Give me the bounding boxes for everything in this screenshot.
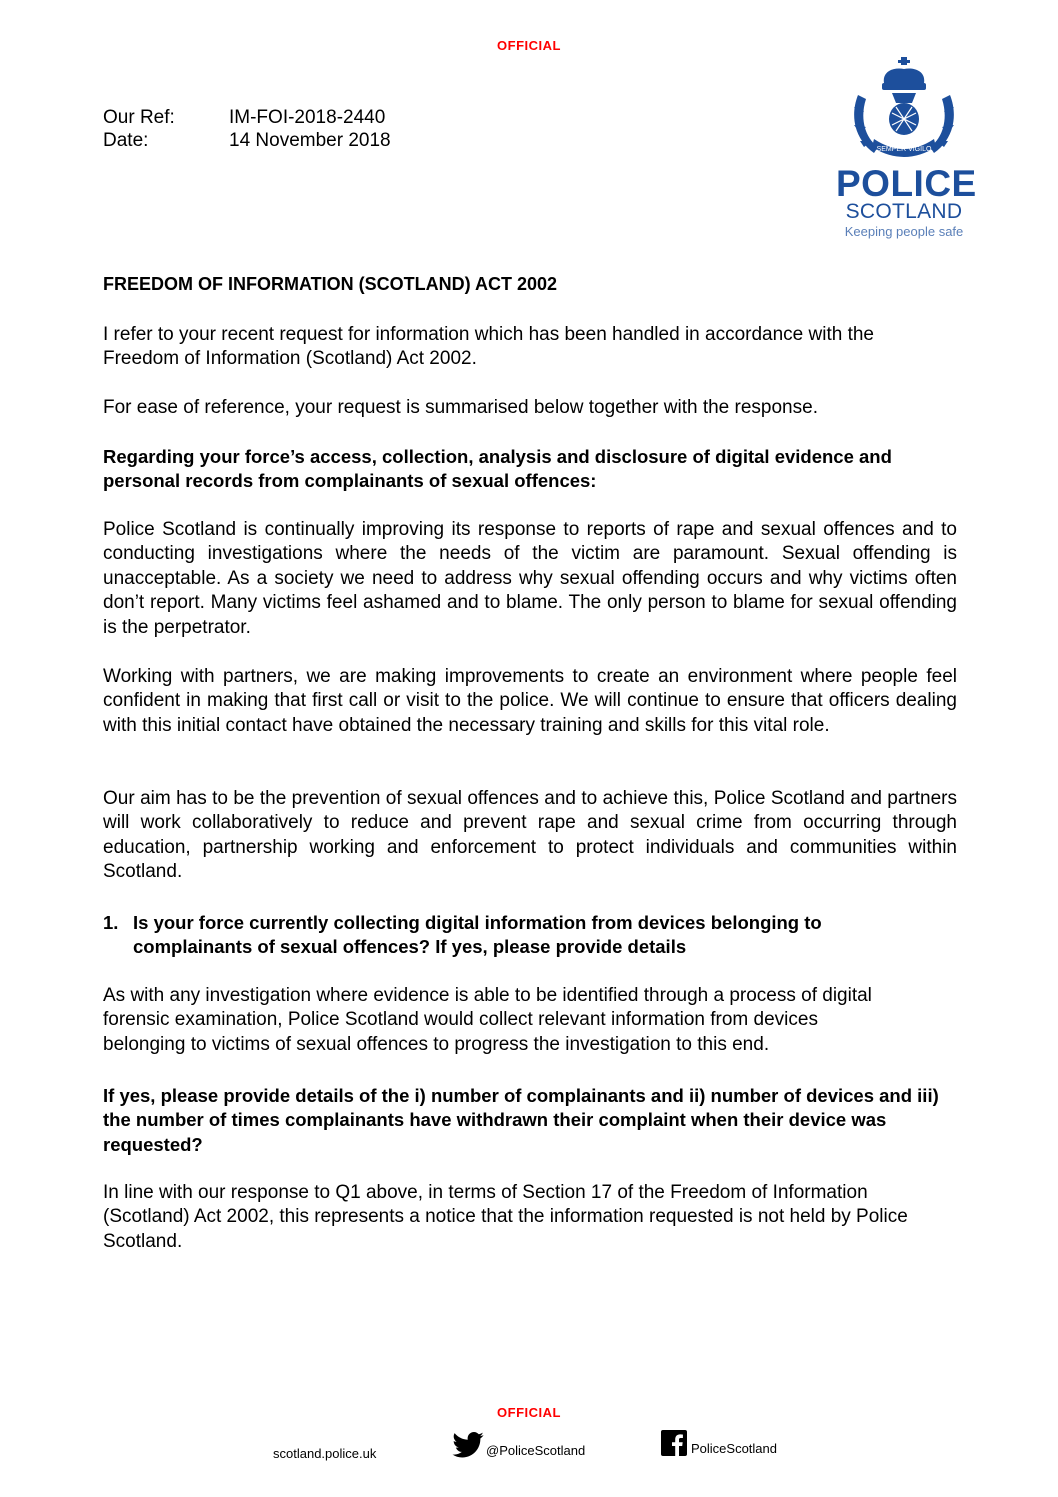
answer-1b: In line with our response to Q1 above, in terms of Section 17 of the Freedom of Information (Scotland) Act 2002, this represents a notice that the information requested is not held by Police Scotland.	[103, 1182, 908, 1252]
classification-footer: OFFICIAL	[497, 1405, 561, 1420]
logo-tagline: Keeping people safe	[844, 224, 964, 239]
reference-row	[103, 106, 385, 130]
logo-scotland-text: SCOTLAND	[845, 200, 963, 223]
answer-1: As with any investigation where evidence is able to be identified through a process of digital forensic examination, Police Scotland would collect relevant information from devices belonging to victims of sexual offences to progress the investigation to this end.	[103, 985, 872, 1055]
date-label: Date:	[103, 130, 149, 151]
question-1-number: 1.	[103, 912, 119, 933]
logo-police-text: POLICE	[836, 163, 977, 204]
footer-website-link[interactable]: scotland.police.uk	[273, 1446, 377, 1461]
motto-text: SEMPER VIGILO	[876, 146, 932, 153]
intro-paragraph-2: For ease of reference, your request is summarised below together with the response.	[103, 397, 818, 418]
intro-paragraph-1: I refer to your recent request for information which has been handled in accordance with the Freedom of Information (Scotland) Act 2002.	[103, 324, 874, 370]
footer-facebook-link[interactable]	[661, 1430, 777, 1456]
date-value: 14 November 2018	[229, 130, 391, 151]
police-scotland-logo	[836, 55, 977, 241]
our-ref-value: IM-FOI-2018-2440	[229, 107, 386, 128]
facebook-icon	[661, 1430, 687, 1456]
facebook-name: PoliceScotland	[691, 1441, 777, 1456]
question-1-text: Is your force currently collecting digital information from devices belonging to complainants of sexual offences? If yes, please provide details	[133, 912, 822, 958]
context-paragraph-1: Police Scotland is continually improving its response to reports of rape and sexual offences and to conducting investigations where the needs of the victim are paramount. Sexual offending is unacceptable. As a society we need to address why sexual offending occurs and why victims often don’t report. Many victims feel ashamed and to blame. The only person to blame for sexual offending is the perpetrator.	[103, 519, 957, 638]
twitter-bird-icon	[452, 1432, 484, 1458]
twitter-handle: @PoliceScotland	[486, 1443, 586, 1458]
context-paragraph-2: Working with partners, we are making improvements to create an environment where people feel confident in making that first call or visit to the police. We will continue to ensure that officers dealing with this initial contact have obtained the necessary training and skills for this vital role.	[103, 666, 957, 736]
question-1	[103, 911, 943, 960]
document-title: FREEDOM OF INFORMATION (SCOTLAND) ACT 2002	[103, 274, 557, 294]
crest-icon	[844, 55, 964, 167]
footer-twitter-link[interactable]	[452, 1432, 585, 1458]
question-1b: If yes, please provide details of the i) number of complainants and ii) number of devices and iii) the number of times complainants have withdrawn their complaint when their device was requested?	[103, 1085, 939, 1155]
date-row	[103, 129, 391, 153]
context-paragraph-3: Our aim has to be the prevention of sexual offences and to achieve this, Police Scotland and partners will work collaboratively to reduce and prevent rape and sexual crime from occurring through education, partnership working and enforcement to protect individuals and communities within Scotland.	[103, 788, 957, 883]
request-subject: Regarding your force’s access, collection, analysis and disclosure of digital evidence and personal records from complainants of sexual offences:	[103, 446, 892, 492]
our-ref-label: Our Ref:	[103, 107, 175, 128]
classification-header: OFFICIAL	[497, 38, 561, 53]
